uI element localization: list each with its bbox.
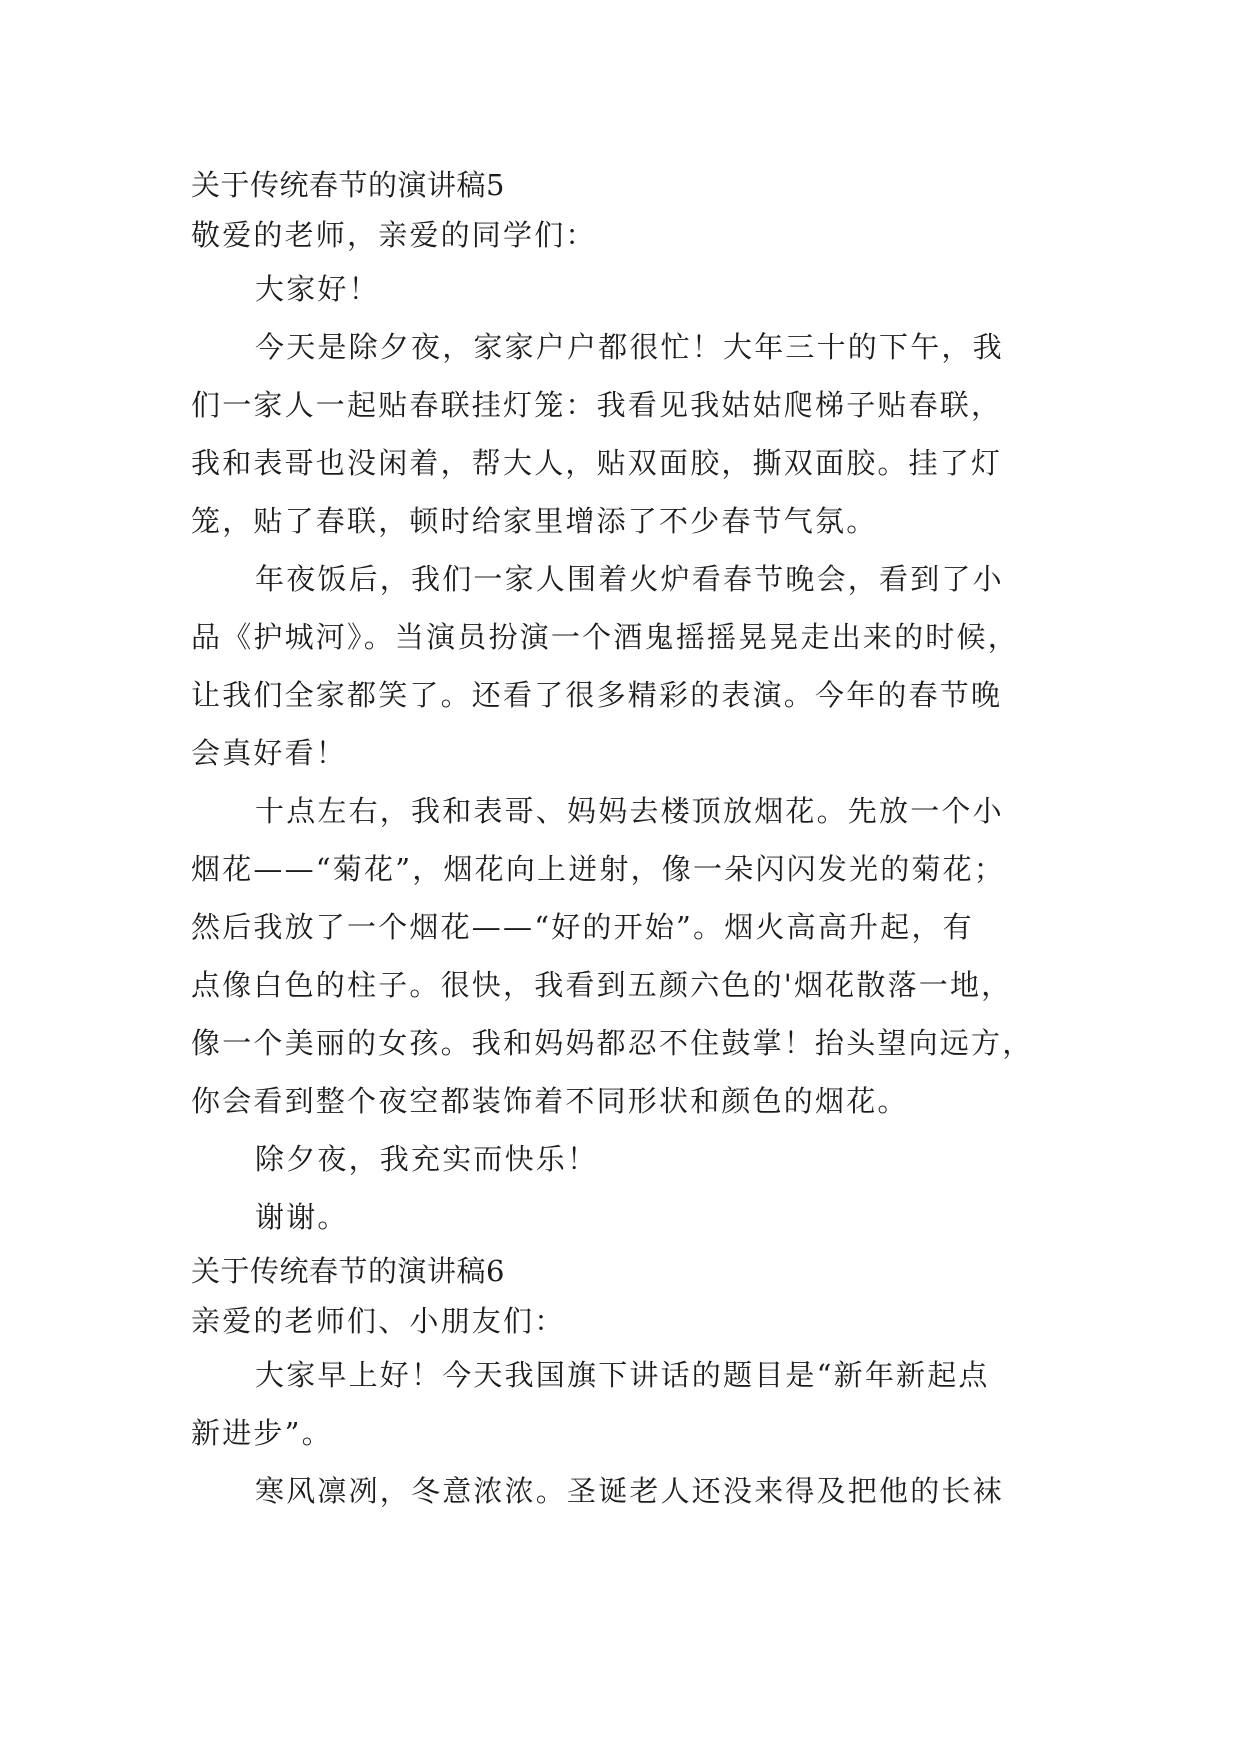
paragraph-line: 烟花——“菊花”，烟花向上迸射，像一朵闪闪发光的菊花； xyxy=(191,852,1006,886)
paragraph-line: 我和表哥也没闲着，帮大人，贴双面胶，撕双面胶。挂了灯 xyxy=(191,446,1003,480)
paragraph-line: 然后我放了一个烟花——“好的开始”。烟火高高升起，有 xyxy=(191,910,974,944)
paragraph-line: 你会看到整个夜空都装饰着不同形状和颜色的烟花。 xyxy=(191,1084,909,1118)
paragraph-line: 品《护城河》。当演员扮演一个酒鬼摇摇晃晃走出来的时候， xyxy=(191,620,1019,654)
paragraph-line: 新进步”。 xyxy=(191,1416,333,1450)
paragraph-line: 十点左右，我和表哥、妈妈去楼顶放烟花。先放一个小 xyxy=(255,794,1004,828)
salutation: 亲爱的老师们、小朋友们： xyxy=(191,1304,566,1338)
paragraph-line: 除夕夜，我充实而快乐！ xyxy=(255,1142,599,1176)
paragraph-line: 们一家人一起贴春联挂灯笼：我看见我姑姑爬梯子贴春联， xyxy=(191,388,1003,422)
section-heading-6: 关于传统春节的演讲稿6 xyxy=(191,1254,505,1288)
greeting: 大家好！ xyxy=(255,272,380,306)
document-page xyxy=(191,160,1071,1520)
paragraph-line: 会真好看！ xyxy=(191,736,348,770)
closing-thanks: 谢谢。 xyxy=(255,1200,349,1234)
paragraph-line: 笼，贴了春联，顿时给家里增添了不少春节气氛。 xyxy=(191,504,878,538)
salutation: 敬爱的老师，亲爱的同学们： xyxy=(191,218,597,252)
paragraph-line: 今天是除夕夜，家家户户都很忙！大年三十的下午，我 xyxy=(255,330,1004,364)
paragraph-line: 像一个美丽的女孩。我和妈妈都忍不住鼓掌！抬头望向远方， xyxy=(191,1026,1034,1060)
paragraph-line: 年夜饭后，我们一家人围着火炉看春节晚会，看到了小 xyxy=(255,562,1004,596)
paragraph-line: 大家早上好！今天我国旗下讲话的题目是“新年新起点 xyxy=(255,1358,990,1392)
section-heading-5: 关于传统春节的演讲稿5 xyxy=(191,168,505,202)
paragraph-line: 寒风凛冽，冬意浓浓。圣诞老人还没来得及把他的长袜 xyxy=(255,1474,1004,1508)
paragraph-line: 让我们全家都笑了。还看了很多精彩的表演。今年的春节晚 xyxy=(191,678,1003,712)
paragraph-line: 点像白色的柱子。很快，我看到五颜六色的'烟花散落一地， xyxy=(191,968,1013,1002)
